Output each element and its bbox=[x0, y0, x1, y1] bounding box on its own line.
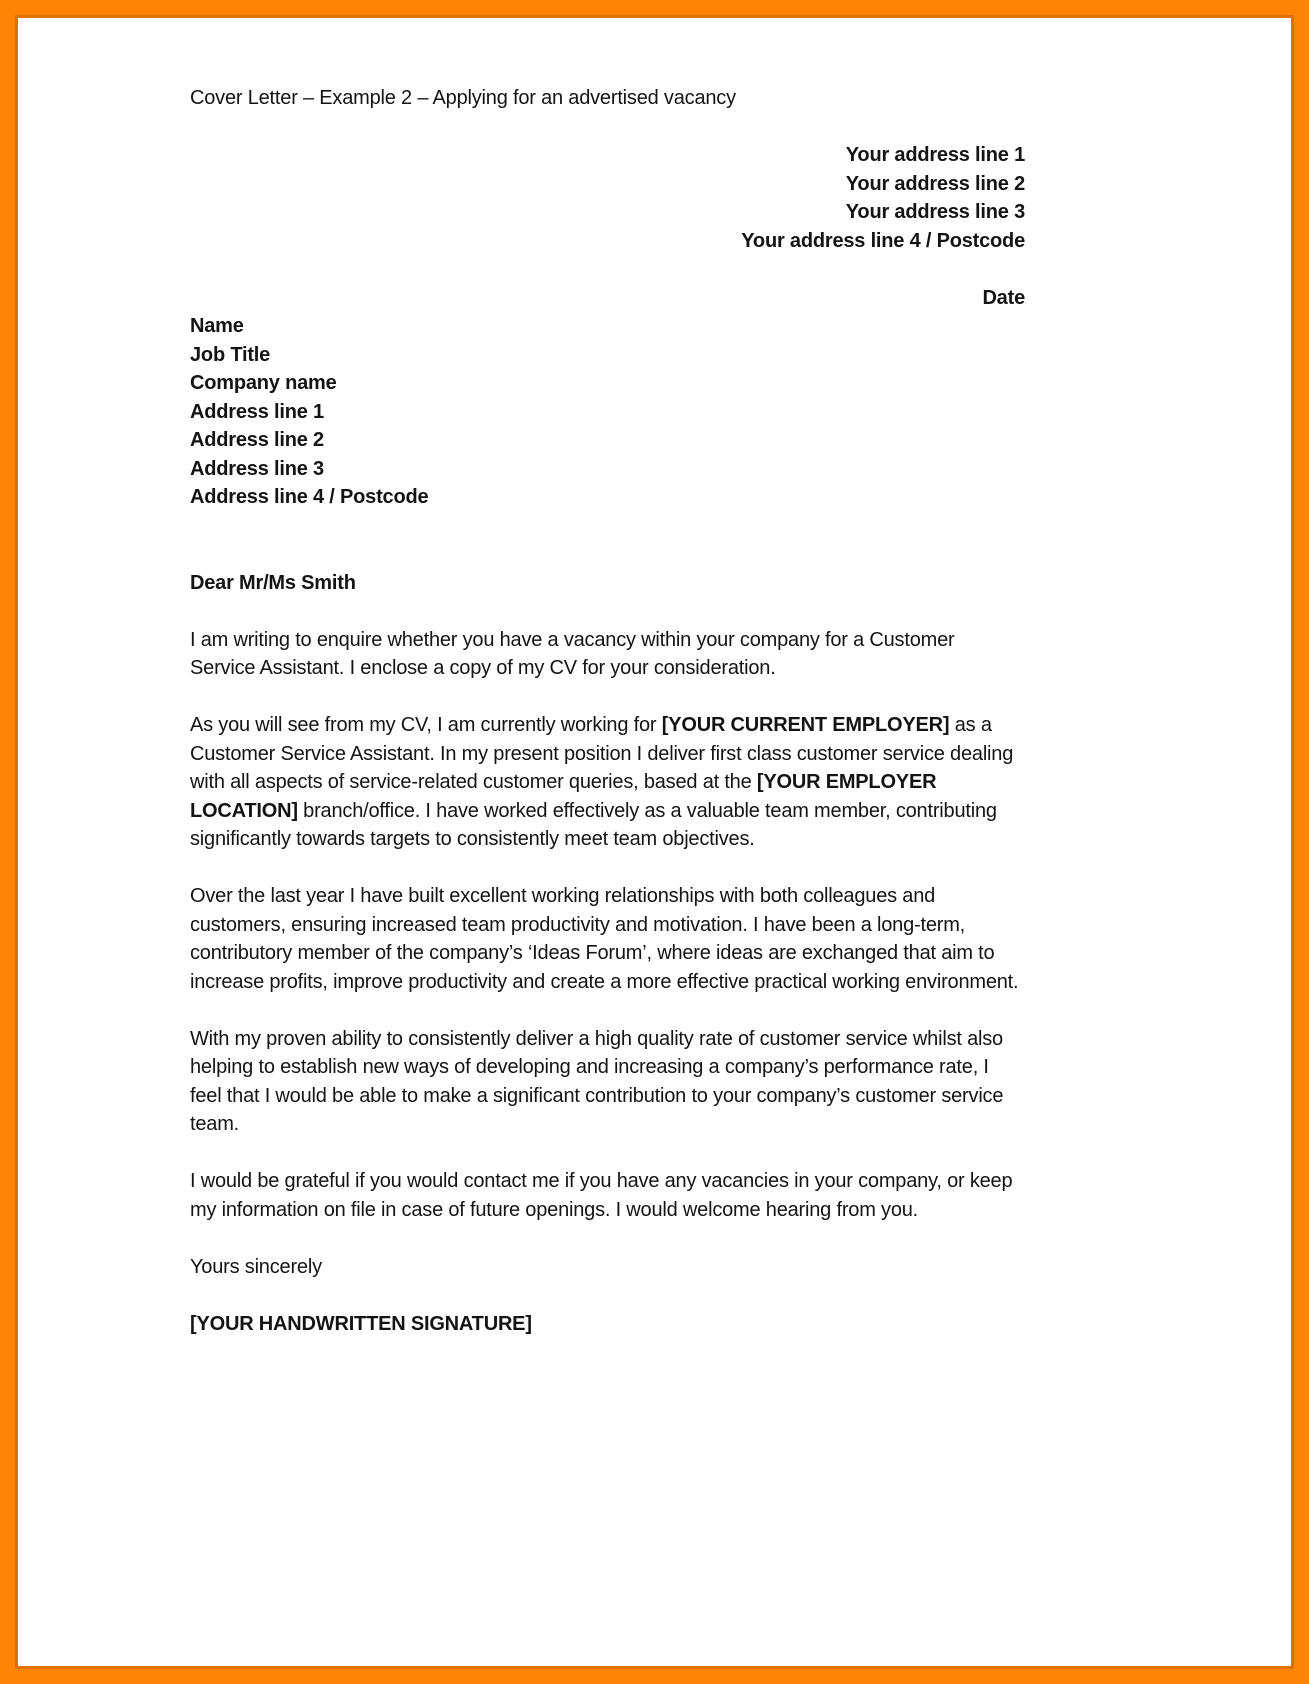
employer-location-placeholder: [YOUR EMPLOYER LOCATION] bbox=[190, 771, 937, 822]
sender-address-line: Your address line 4 / Postcode bbox=[741, 229, 1025, 252]
page-border-inner bbox=[15, 15, 1294, 1669]
signature-placeholder: [YOUR HANDWRITTEN SIGNATURE] bbox=[190, 1312, 532, 1335]
body-paragraph bbox=[190, 1025, 1025, 1139]
sender-address-block bbox=[190, 141, 1025, 255]
paragraph-segment: as a Customer Service Assistant. In my present position I deliver first class customer service dealing with all aspects of service-related customer queries, based at the bbox=[190, 714, 1014, 793]
recipient-line: Address line 2 bbox=[190, 429, 324, 451]
recipient-block bbox=[190, 312, 1025, 512]
salutation: Dear Mr/Ms Smith bbox=[190, 571, 356, 594]
body-paragraph bbox=[190, 882, 1025, 996]
paragraph-segment: As you will see from my CV, I am currently working for bbox=[190, 714, 662, 736]
recipient-line: Address line 1 bbox=[190, 400, 324, 423]
current-employer-placeholder: [YOUR CURRENT EMPLOYER] bbox=[661, 714, 950, 736]
sender-address-line: Your address line 2 bbox=[845, 172, 1025, 195]
body-paragraph bbox=[190, 711, 1025, 854]
paragraph-segment: branch/office. I have worked effectively as a valuable team member, contributing significantly towards targets to consistently meet team objectives. bbox=[190, 799, 997, 850]
body-paragraph bbox=[190, 1167, 1025, 1224]
paragraph-segment: With my proven ability to consistently deliver a high quality rate of customer service whilst also helping to establish new ways of developing and increasing a company’s performance rate, I feel that I would be able to make a significant contribution to your company’s customer service team. bbox=[190, 1027, 1004, 1135]
recipient-line: Address line 3 bbox=[190, 457, 324, 480]
letter-title: Cover Letter – Example 2 – Applying for an advertised vacancy bbox=[190, 87, 736, 109]
sender-address-line: Your address line 3 bbox=[845, 201, 1025, 223]
recipient-line: Address line 4 / Postcode bbox=[190, 486, 429, 508]
sender-address-line: Your address line 1 bbox=[845, 144, 1025, 166]
closing: Yours sincerely bbox=[190, 1255, 322, 1278]
paragraph-segment: I am writing to enquire whether you have a vacancy within your company for a Customer Service Assistant. I enclose a copy of my CV for your consideration. bbox=[190, 628, 955, 679]
recipient-line: Job Title bbox=[190, 343, 271, 366]
body-paragraph bbox=[190, 626, 1025, 683]
recipient-line: Name bbox=[190, 315, 244, 337]
date-label: Date bbox=[982, 286, 1025, 309]
paragraph-segment: I would be grateful if you would contact me if you have any vacancies in your company, or keep my information on file in case of future openings. I would welcome hearing from you. bbox=[190, 1170, 1013, 1221]
letter-sheet bbox=[18, 18, 1291, 1666]
recipient-line: Company name bbox=[190, 372, 337, 394]
paragraph-segment: Over the last year I have built excellent working relationships with both colleagues and customers, ensuring increased team productivity and motivation. I have been a long-term, contributory member of the company’s ‘Ideas Forum’, where ideas are exchanged that aim to increase profits, improve productivity and create a more effective practical working environment. bbox=[190, 885, 1019, 993]
